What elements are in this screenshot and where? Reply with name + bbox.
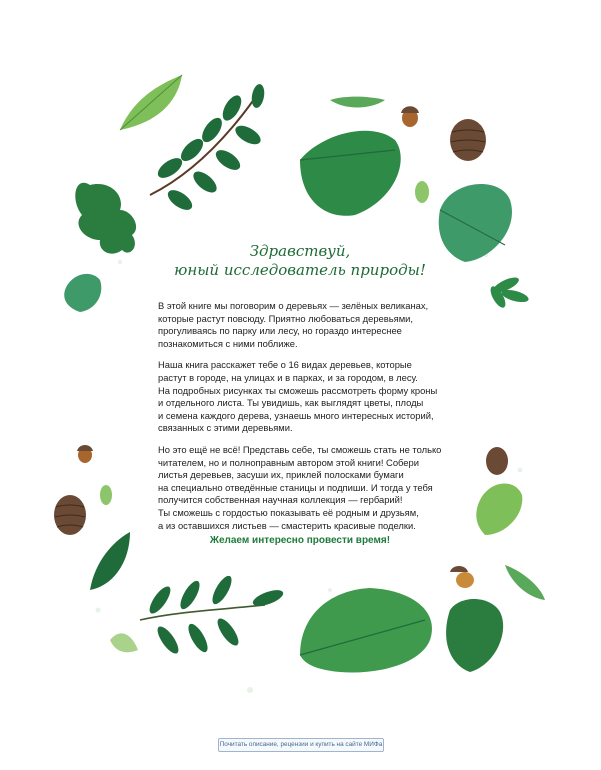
birch-leaf-icon [476, 484, 522, 535]
small-leaf-icon [415, 181, 429, 203]
oak-leaf-icon [75, 183, 136, 254]
acorn-icon [77, 445, 93, 463]
ash-leaf-icon [140, 573, 285, 656]
greeting-line-1: Здравствуй, [249, 242, 351, 260]
paragraph-2: Наша книга расскажет тебе о 16 видах деревьев, которые растут в городе, на улицах и в парках, и за городом, в лесу. На подробных рисунках ты сможешь рассмотреть форму кроны и отдельного листа. Ты увидишь, как выглядят цветы, плоды и семена каждого дерева, узнаешь много интересных историй, связанных с этими деревьями. [158, 359, 438, 434]
pine-cone-icon [486, 447, 508, 475]
willow-leaf-icon [90, 532, 130, 590]
small-leaf-icon [330, 97, 385, 108]
paragraph-3: Но это ещё не всё! Представь себе, ты сможешь стать не только читателем, но и полноправным автором этой книги! Собери листья деревьев, засуши их, приклей полосками бумаги на специально отведённые станицы и подпиши. И тогда у тебя получится собственная научная коллекция — гербарий! Ты сможешь с гордостью показывать её родным и друзьям, а из оставшихся листьев — смастерить красивые поделки. [158, 443, 442, 531]
footer-link[interactable]: Почитать описание, рецензии и купить на сайте МИФа [218, 738, 384, 752]
acorn-icon [401, 106, 419, 127]
pine-cone-icon [450, 119, 486, 161]
chestnut-leaf-icon [488, 275, 530, 310]
linden-leaf-icon [300, 588, 432, 673]
closing-wish: Желаем интересно провести время! [209, 535, 391, 546]
pine-cone-icon [54, 495, 86, 535]
small-leaf-icon [100, 485, 112, 505]
paragraph-1: В этой книге мы поговорим о деревьях — зелёных великанах, которые растут повсюду. Приятно любоваться деревьями, прогуливаясь по парку или лесу, но гораздо интереснее познакомиться с ними поближе. [158, 300, 429, 349]
greeting-line-2: юный исследователь природы! [174, 261, 426, 279]
poplar-leaf-icon [64, 274, 101, 312]
greeting-heading [150, 242, 450, 280]
maple-leaf-icon [446, 599, 503, 672]
small-leaf-icon [505, 565, 545, 600]
small-leaf-icon [110, 633, 138, 652]
intro-text [158, 300, 458, 541]
linden-leaf-icon [300, 131, 401, 216]
light-green-leaf-icon [120, 75, 182, 130]
acorn-icon [450, 566, 474, 588]
